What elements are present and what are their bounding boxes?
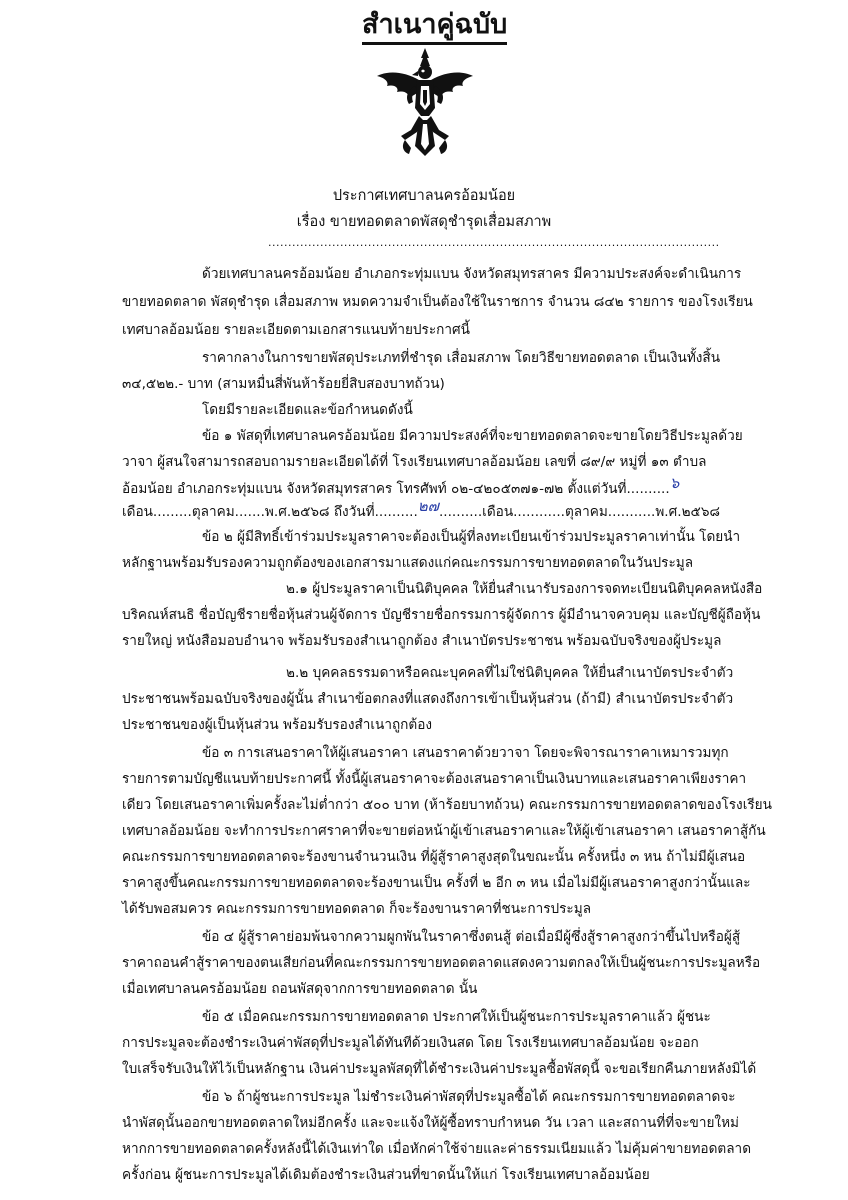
- body-line: ขายทอดตลาด พัสดุชำรุด เสื่อมสภาพ หมดความจำเป็นต้องใช้ในราชการ จำนวน ๘๔๒ รายการ ของโรงเรียน: [122, 294, 753, 310]
- body-line: การประมูลจะต้องชำระเงินค่าพัสดุที่ประมูลได้ทันทีด้วยเงินสด โดย โรงเรียนเทศบาลอ้อมน้อย จะออก: [122, 1035, 699, 1051]
- body-line: ด้วยเทศบาลนครอ้อมน้อย อำเภอกระทุ่มแบน จังหวัดสมุทรสาคร มีความประสงค์จะดำเนินการ: [202, 266, 742, 282]
- body-line: ข้อ ๑ พัสดุที่เทศบาลนครอ้อมน้อย มีความประสงค์ที่จะขายทอดตลาดจะขายโดยวิธีประมูลด้วย: [202, 428, 743, 444]
- body-line: วาจา ผู้สนใจสามารถสอบถามรายละเอียดได้ที่ โรงเรียนเทศบาลอ้อมน้อย เลขที่ ๘๙/๙ หมู่ที่ ๑๓ ตำบล: [122, 454, 707, 470]
- body-line: ๒.๒ บุคคลธรรมดาหรือคณะบุคคลที่ไม่ใช่นิติบุคคล ให้ยื่นสำเนาบัตรประจำตัว: [286, 665, 734, 681]
- body-line: ๒.๑ ผู้ประมูลราคาเป็นนิติบุคคล ให้ยื่นสำเนารับรองการจดทะเบียนนิติบุคคลหนังสือ: [286, 581, 763, 597]
- body-line: [122, 474, 680, 499]
- copy-stamp: สำเนาคู่ฉบับ: [362, 8, 507, 45]
- body-line: ประชาชนของผู้เป็นหุ้นส่วน พร้อมรับรองสำเนาถูกต้อง: [122, 717, 433, 733]
- start-day-handwritten: ๖: [669, 474, 680, 492]
- body-line: ประชาชนพร้อมฉบับจริงของผู้นั้น สำเนาข้อตกลงที่แสดงถึงการเข้าเป็นหุ้นส่วน (ถ้ามี) สำเนาบัตรประจำตัว: [122, 691, 734, 707]
- body-line: ๓๔,๕๒๒.- บาท (สามหมื่นสี่พันห้าร้อยยี่สิบสองบาทถ้วน): [122, 376, 445, 392]
- start-day-dots: ..........: [626, 481, 670, 497]
- body-line: ข้อ ๔ ผู้สู้ราคาย่อมพ้นจากความผูกพันในราคาซึ่งตนสู้ ต่อเมื่อมีผู้ซึ่งสู้ราคาสูงกว่าขึ้นไปหรือผู้สู้: [202, 929, 741, 945]
- body-line: เทศบาลอ้อมน้อย จะทำการประกาศราคาที่จะขายต่อหน้าผู้เข้าเสนอราคาและให้ผู้เข้าเสนอราคา เสนอราคาสู้กัน: [122, 823, 766, 839]
- body-line: ข้อ ๓ การเสนอราคาให้ผู้เสนอราคา เสนอราคาด้วยวาจา โดยจะพิจารณาราคาเหมารวมทุก: [202, 745, 729, 761]
- body-line: ข้อ ๒ ผู้มีสิทธิ์เข้าร่วมประมูลราคาจะต้องเป็นผู้ที่ลงทะเบียนเข้าร่วมประมูลราคาเท่านั้น โดยนำ: [202, 529, 741, 545]
- body-line: ราคาถอนคำสู้ราคาของตนเสียก่อนที่คณะกรรมการขายทอดตลาดแสดงความตกลงให้เป็นผู้ชนะการประมูลหรือ: [122, 955, 761, 971]
- body-line: รายใหญ่ หนังสือมอบอำนาจ พร้อมรับรองสำเนาถูกต้อง สำเนาบัตรประชาชน พร้อมฉบับจริงของผู้ประมูล: [122, 633, 722, 649]
- body-line: เมื่อเทศบาลนครอ้อมน้อย ถอนพัสดุจากการขายทอดตลาด นั้น: [122, 981, 478, 997]
- date-line: [122, 497, 720, 522]
- body-line: ราคาสูงขึ้นคณะกรรมการขายทอดตลาดจะร้องขานเป็น ครั้งที่ ๒ อีก ๓ หน เมื่อไม่มีผู้เสนอราคาสูงกว่านั้นและ: [122, 875, 751, 891]
- body-line: ได้รับพอสมควร คณะกรรมการขายทอดตลาด ก็จะร้องขานราคาที่ชนะการประมูล: [122, 901, 592, 917]
- contact-text: อ้อมน้อย อำเภอกระทุ่มแบน จังหวัดสมุทรสาคร โทรศัพท์ ๐๒-๔๒๐๕๓๗๑-๗๒ ตั้งแต่วันที่: [122, 481, 627, 497]
- body-line: ใบเสร็จรับเงินให้ไว้เป็นหลักฐาน เงินค่าประมูลพัสดุที่ได้ชำระเงินค่าประมูลซื้อพัสดุนี้ จะขอเรียกคืนภายหลังมิได้: [122, 1061, 757, 1077]
- end-day-handwritten: ๒๗: [417, 497, 439, 515]
- announcement-title: ประกาศเทศบาลนครอ้อมน้อย: [332, 188, 516, 204]
- body-line: ราคากลางในการขายพัสดุประเภทที่ชำรุด เสื่อมสภาพ โดยวิธีขายทอดตลาด เป็นเงินทั้งสิ้น: [202, 350, 721, 366]
- body-line: หลักฐานพร้อมรับรองความถูกต้องของเอกสารมาแสดงแก่คณะกรรมการขายทอดตลาดในวันประมูล: [122, 555, 694, 571]
- body-line: โดยมีรายละเอียดและข้อกำหนดดังนี้: [202, 402, 413, 418]
- announcement-subject: เรื่อง ขายทอดตลาดพัสดุชำรุดเสื่อมสภาพ: [296, 214, 552, 230]
- dotted-separator: .................................................................................................................: [268, 236, 720, 249]
- body-line: คณะกรรมการขายทอดตลาดจะร้องขานจำนวนเงิน ที่ผู้สู้ราคาสูงสุดในขณะนั้น ครั้งหนึ่ง ๓ หน ถ้าไม่มีผู้เสนอ: [122, 849, 746, 865]
- body-line: ข้อ ๕ เมื่อคณะกรรมการขายทอดตลาด ประกาศให้เป็นผู้ชนะการประมูลราคาแล้ว ผู้ชนะ: [202, 1009, 711, 1025]
- body-line: เดียว โดยเสนอราคาเพิ่มครั้งละไม่ต่ำกว่า ๕๐๐ บาท (ห้าร้อยบาทถ้วน) คณะกรรมการขายทอดตลาดของโรงเรียน: [122, 797, 772, 813]
- body-line: เทศบาลอ้อมน้อย รายละเอียดตามเอกสารแนบท้ายประกาศนี้: [122, 322, 470, 338]
- date-line-part-b: ..........เดือน............ตุลาคม...........พ.ศ.๒๕๖๘: [438, 504, 720, 520]
- body-line: นำพัสดุนั้นออกขายทอดตลาดใหม่อีกครั้ง และจะแจ้งให้ผู้ซื้อทราบกำหนด วัน เวลา และสถานที่ที่จะขายใหม่: [122, 1115, 739, 1131]
- body-line: ครั้งก่อน ผู้ชนะการประมูลได้เดิมต้องชำระเงินส่วนที่ขาดนั้นให้แก่ โรงเรียนเทศบาลอ้อมน้อย: [122, 1167, 650, 1183]
- garuda-emblem: [375, 46, 475, 158]
- date-line-part-a: เดือน.........ตุลาคม.......พ.ศ.๒๕๖๘ ถึงวันที่..........: [122, 504, 418, 520]
- body-line: ข้อ ๖ ถ้าผู้ชนะการประมูล ไม่ชำระเงินค่าพัสดุที่ประมูลซื้อได้ คณะกรรมการขายทอดตลาดจะ: [202, 1089, 736, 1105]
- body-line: หากการขายทอดตลาดครั้งหลังนี้ได้เงินเท่าใด เมื่อหักค่าใช้จ่ายและค่าธรรมเนียมแล้ว ไม่คุ้มค่าขายทอดตลาด: [122, 1141, 752, 1157]
- body-line: รายการตามบัญชีแนบท้ายประกาศนี้ ทั้งนี้ผู้เสนอราคาจะต้องเสนอราคาเป็นเงินบาทและเสนอราคาเพียงราคา: [122, 771, 747, 787]
- body-line: บริคณห์สนธิ ชื่อบัญชีรายชื่อหุ้นส่วนผู้จัดการ บัญชีรายชื่อกรรมการผู้จัดการ ผู้มีอำนาจควบคุม และบัญชีผู้ถือหุ้น: [122, 607, 761, 623]
